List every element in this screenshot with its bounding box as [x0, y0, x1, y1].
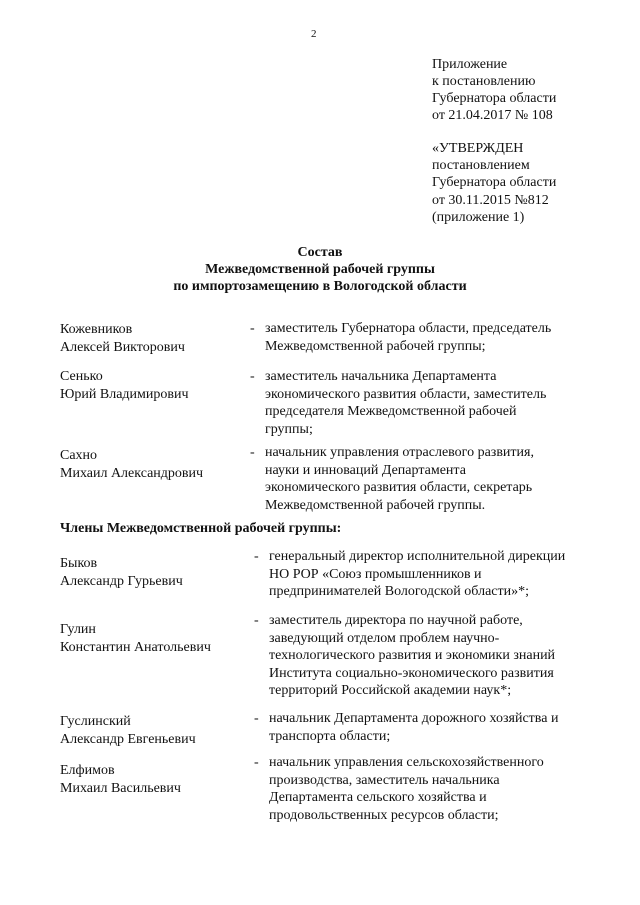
role-line: заместитель директора по научной работе,	[269, 613, 523, 628]
role-line: производства, заместитель начальника	[269, 772, 500, 788]
role-line: территорий Российской академии наук*;	[269, 683, 512, 698]
role-line: технологического развития и экономики знаний	[269, 648, 556, 663]
entry-dash: -	[250, 445, 255, 460]
member-surname: Сахно	[60, 448, 98, 463]
title-line: Состав	[297, 245, 343, 260]
annex-line: Губернатора области	[432, 91, 557, 106]
role-line: Межведомственной рабочей группы;	[265, 338, 486, 354]
member-given-names: Константин Анатольевич	[60, 639, 211, 655]
document-title	[120, 244, 520, 295]
role-line: Департамента сельского хозяйства и	[269, 790, 487, 805]
approval-line: «УТВЕРЖДЕН	[432, 141, 524, 156]
role-line: Межведомственной рабочей группы.	[265, 497, 486, 513]
entry-dash: -	[250, 321, 255, 336]
entry-dash: -	[254, 755, 259, 770]
annex-line: к постановлению	[432, 74, 536, 89]
member-given-names: Юрий Владимирович	[60, 386, 189, 402]
entry-dash: -	[250, 369, 255, 384]
role-line: экономического развития области, секретарь	[265, 480, 533, 495]
entry-dash: -	[254, 613, 259, 628]
member-name	[60, 447, 203, 482]
member-given-names: Александр Гурьевич	[60, 573, 183, 589]
entry-dash: -	[254, 549, 259, 564]
member-surname: Кожевников	[60, 322, 133, 337]
title-line: по импортозамещению в Вологодской области	[173, 279, 467, 294]
member-name	[60, 555, 183, 590]
role-line: заведующий отделом проблем научно-	[269, 630, 500, 646]
member-role	[269, 548, 565, 601]
member-surname: Быков	[60, 556, 98, 571]
member-given-names: Михаил Васильевич	[60, 780, 181, 796]
approval-line: от 30.11.2015 №812	[432, 192, 549, 208]
role-line: продовольственных ресурсов области;	[269, 807, 499, 823]
role-line: предпринимателей Вологодской области»*;	[269, 584, 529, 599]
title-line: Межведомственной рабочей группы	[205, 262, 435, 277]
member-name	[60, 762, 181, 797]
approval-line: (приложение 1)	[432, 209, 525, 225]
member-name	[60, 621, 211, 656]
member-surname: Гуслинский	[60, 714, 131, 729]
approval-line: Губернатора области	[432, 175, 557, 191]
entry-dash: -	[254, 711, 259, 726]
role-line: транспорта области;	[269, 728, 391, 744]
role-line: заместитель начальника Департамента	[265, 369, 497, 384]
role-line: заместитель Губернатора области, председатель	[265, 321, 552, 336]
member-name	[60, 368, 189, 403]
member-surname: Гулин	[60, 622, 96, 637]
member-name	[60, 713, 196, 748]
annex-reference-block	[432, 56, 556, 124]
page-number: 2	[311, 28, 317, 40]
role-line: Института социально-экономического развития	[269, 665, 554, 681]
members-section-heading: Члены Межведомственной рабочей группы:	[60, 521, 342, 536]
approval-stamp-block	[432, 140, 556, 226]
member-role	[269, 710, 558, 745]
member-name	[60, 321, 185, 356]
role-line: председателя Межведомственной рабочей	[265, 404, 517, 419]
member-surname: Елфимов	[60, 763, 115, 778]
annex-line: от 21.04.2017 № 108	[432, 108, 553, 123]
role-line: экономического развития области, заместитель	[265, 386, 547, 402]
member-role	[265, 368, 546, 438]
role-line: НО РОР «Союз промышленников и	[269, 566, 482, 582]
member-role	[269, 754, 544, 824]
role-line: начальник управления отраслевого развития,	[265, 445, 534, 460]
role-line: группы;	[265, 421, 313, 437]
approval-line: постановлением	[432, 158, 530, 174]
role-line: науки и инноваций Департамента	[265, 462, 466, 478]
annex-line: Приложение	[432, 57, 508, 72]
role-line: генеральный директор исполнительной дирекции	[269, 549, 566, 564]
role-line: начальник управления сельскохозяйственного	[269, 755, 544, 770]
member-given-names: Алексей Викторович	[60, 339, 185, 355]
member-given-names: Александр Евгеньевич	[60, 731, 196, 747]
member-given-names: Михаил Александрович	[60, 465, 204, 481]
member-role	[265, 444, 534, 514]
role-line: начальник Департамента дорожного хозяйства и	[269, 711, 559, 726]
member-surname: Сенько	[60, 369, 103, 384]
member-role	[265, 320, 551, 355]
member-role	[269, 612, 555, 700]
